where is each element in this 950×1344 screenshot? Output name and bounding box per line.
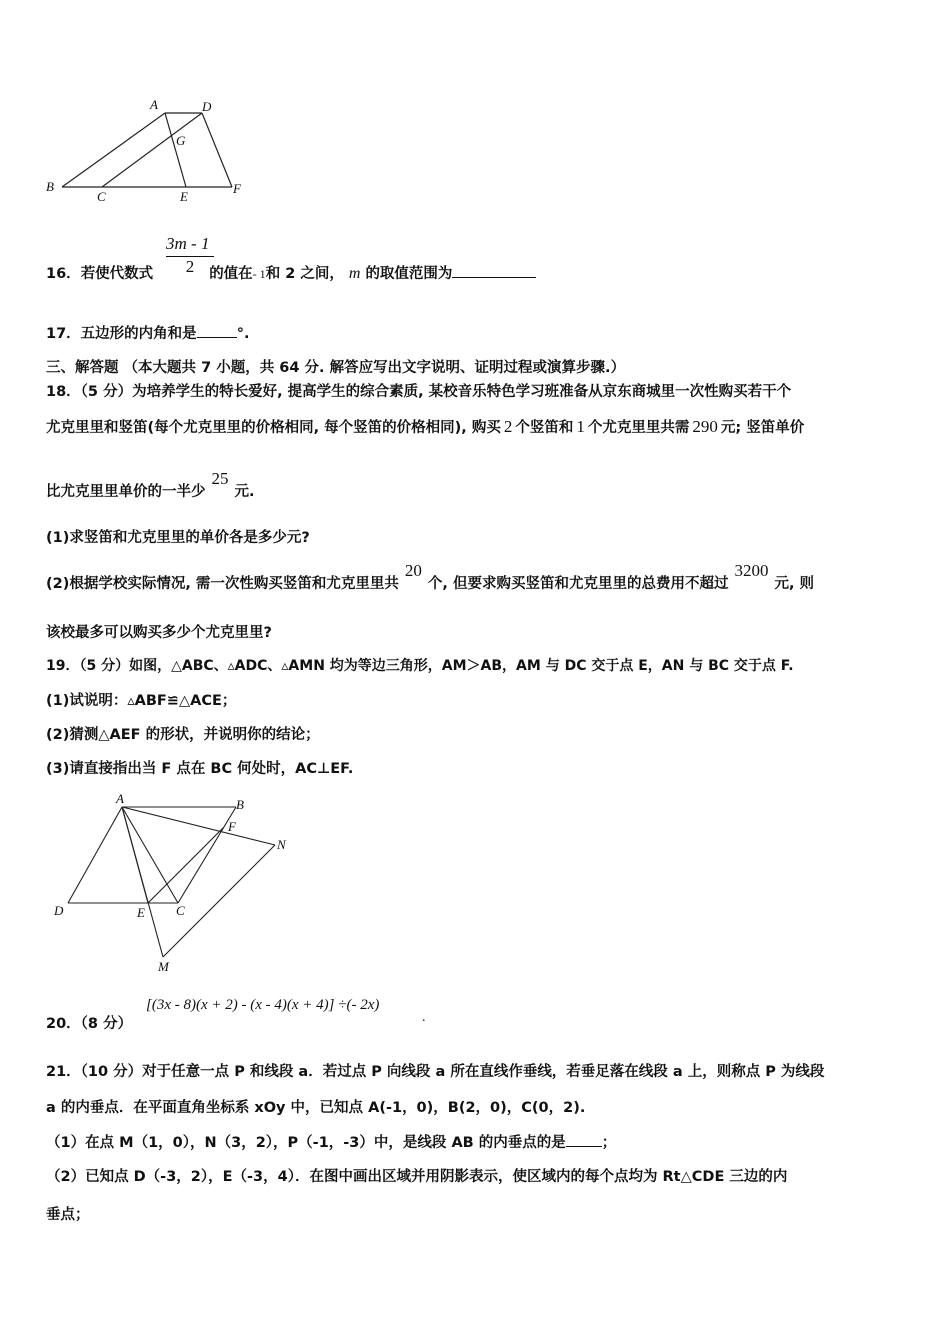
q20-expression: [(3x - 8)(x + 2) - (x - 4)(x + 4)] ÷(- 2x) [146, 997, 380, 1013]
line-AD [68, 807, 122, 903]
label-F: F [228, 819, 236, 834]
section-3-heading: 三、解答题 （本大题共 7 小题，共 64 分. 解答应写出文字说明、证明过程或演算步骤.） [46, 360, 626, 376]
q18-num-20: 20 [404, 561, 422, 580]
label-E: E [137, 905, 145, 920]
q21-part2-cont: 垂点； [46, 1207, 90, 1223]
label-A: A [116, 791, 124, 806]
line-DF [202, 113, 232, 187]
q17-tail: °. [236, 326, 250, 342]
q21-line2: a 的内垂点．在平面直角坐标系 xOy 中，已知点 A(-1，0)，B(2，0)，C(0，2). [46, 1100, 586, 1116]
line-AE [122, 807, 148, 903]
q21-line1: 21．（10 分）对于任意一点 P 和线段 a．若过点 P 向线段 a 所在直线作垂线，若垂足落在线段 a 上，则称点 P 为线段 [46, 1064, 825, 1080]
q16-mid2: 和 2 之间， [265, 266, 344, 282]
label-E: E [180, 189, 188, 204]
q17-answer-blank[interactable] [197, 323, 237, 338]
line-BA [62, 113, 165, 187]
q16-mid1: 的值在 [209, 266, 253, 282]
q18-line3-b: 元. [234, 484, 255, 500]
q18-num-290: 290 [692, 417, 718, 436]
q19-part1: (1)试说明：▵ABF≌△ACE； [46, 693, 237, 709]
q18-line2 [46, 416, 804, 437]
q18-line2-d: 元; 竖笛单价 [720, 420, 805, 436]
label-B: B [46, 179, 54, 194]
q18-part2-c: 元, 则 [774, 576, 815, 592]
q16-post: 的取值范围为 [365, 266, 453, 282]
label-C: C [176, 903, 185, 918]
question-20 [46, 1012, 132, 1033]
q16-fraction-denominator: 2 [185, 257, 195, 276]
line-CD [102, 113, 202, 187]
line-AE [165, 113, 186, 187]
q18-line3-a: 比尤克里里单价的一半少 [46, 484, 206, 500]
line-AN [122, 807, 275, 845]
q21-part2: （2）已知点 D（-3，2），E（-3，4）．在图中画出区域并用阴影表示，使区域内的每个点均为 Rt△CDE 三边的内 [46, 1169, 788, 1185]
label-N: N [277, 837, 286, 852]
q18-part2 [46, 561, 815, 593]
q16-var-m: m [348, 265, 361, 282]
q16-neg1: - 1 [252, 267, 266, 281]
figure-equilateral-triangles [40, 785, 310, 980]
question-16 [46, 262, 536, 283]
q21-part1 [46, 1131, 616, 1152]
q18-line1: 18．（5 分）为培养学生的特长爱好, 提高学生的综合素质, 某校音乐特色学习班准备从京东商城里一次性购买若干个 [46, 384, 792, 400]
q18-part2-b: 个, 但要求购买竖笛和尤克里里的总费用不超过 [427, 576, 729, 592]
q18-num-1: 1 [576, 417, 585, 436]
q20-tail: . [422, 1010, 426, 1025]
label-D: D [202, 99, 212, 114]
q19-line1: 19．（5 分）如图，△ABC、▵ADC、▵AMN 均为等边三角形，AM＞AB，AM 与 DC 交于点 E，AN 与 BC 交于点 F. [46, 658, 794, 674]
figure-parallelogram [40, 95, 260, 210]
q18-line2-a: 尤克里里和竖笛(每个尤克里里的价格相同, 每个竖笛的价格相同), 购买 [46, 420, 501, 436]
label-A: A [150, 97, 158, 112]
q18-num-3200: 3200 [734, 561, 769, 580]
q16-pre: 若使代数式 [80, 266, 154, 282]
q17-text: 17．五边形的内角和是 [46, 326, 197, 342]
label-M: M [158, 959, 169, 974]
q18-part2-a: (2)根据学校实际情况, 需一次性购买竖笛和尤克里里共 [46, 576, 399, 592]
q21-answer-blank[interactable] [566, 1132, 602, 1147]
q19-part3: (3)请直接指出当 F 点在 BC 何处时，AC⊥EF. [46, 761, 354, 777]
q16-number: 16． [46, 266, 81, 282]
q21-part1-b: ； [601, 1135, 617, 1151]
q21-part1-a: （1）在点 M（1，0），N（3，2），P（-1，-3）中，是线段 AB 的内垂点的是 [46, 1135, 566, 1151]
label-C: C [97, 189, 106, 204]
q16-answer-blank[interactable] [452, 263, 536, 278]
q19-part2: (2)猜测△AEF 的形状，并说明你的结论； [46, 727, 320, 743]
q18-part1: (1)求竖笛和尤克里里的单价各是多少元? [46, 530, 310, 546]
label-D: D [54, 903, 64, 918]
q18-num-2: 2 [503, 417, 513, 436]
line-EF [148, 827, 224, 903]
q16-fraction-numerator: 3m - 1 [166, 234, 210, 253]
q18-line2-c: 个尤克里里共需 [587, 420, 690, 436]
line-AC [122, 807, 178, 903]
q20-number: 20．（8 分） [46, 1016, 133, 1032]
q18-line2-b: 个竖笛和 [515, 420, 574, 436]
q18-line3 [46, 469, 255, 501]
label-B: B [236, 797, 244, 812]
label-F: F [233, 181, 241, 196]
q18-num-25: 25 [211, 469, 229, 488]
question-17 [46, 322, 249, 343]
label-G: G [176, 133, 186, 148]
q18-part2-cont: 该校最多可以购买多少个尤克里里? [46, 625, 272, 641]
